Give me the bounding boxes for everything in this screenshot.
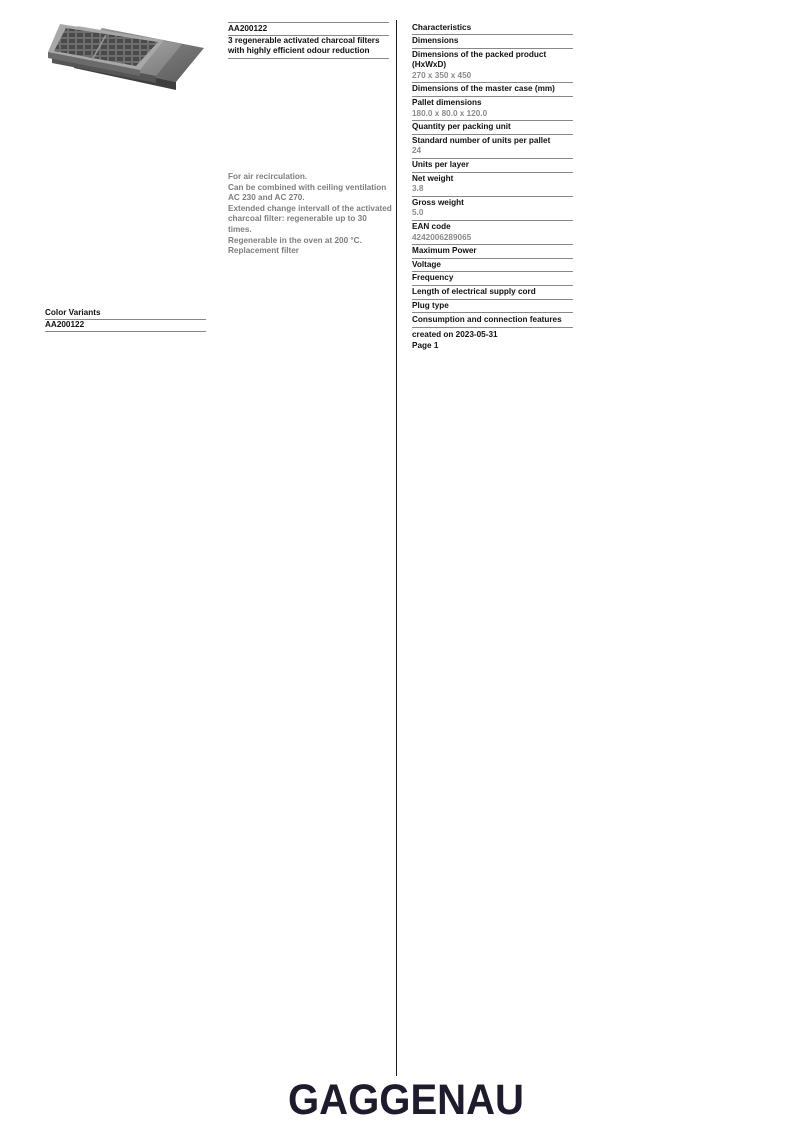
- product-title: 3 regenerable activated charcoal filters with highly efficient odour reduction: [228, 36, 389, 59]
- created-date: created on 2023-05-31: [412, 330, 498, 339]
- description-line: Extended change intervall of the activated charcoal filter: regenerable up to 30 times.: [228, 203, 392, 234]
- spec-row-master-case: Dimensions of the master case (mm): [412, 83, 573, 97]
- page-number: Page 1: [412, 340, 439, 350]
- product-header: [228, 22, 389, 59]
- characteristics-table: [412, 22, 573, 313]
- spec-row-frequency: Frequency: [412, 272, 573, 286]
- spec-row-dimensions: Dimensions: [412, 35, 573, 49]
- description-line: For air recirculation.: [228, 172, 308, 181]
- spec-row-packed-dimensions: Dimensions of the packed product (HxWxD) 270 x 350 x 450: [412, 49, 573, 84]
- column-divider: [396, 20, 397, 1076]
- description-line: Replacement filter: [228, 246, 299, 256]
- spec-row-units-per-pallet: Standard number of units per pallet 24: [412, 135, 573, 159]
- spec-row-units-per-layer: Units per layer: [412, 159, 573, 173]
- consumption-section: [412, 315, 573, 328]
- brand-logo-mark: [287, 1078, 525, 1120]
- spec-row-maximum-power: Maximum Power: [412, 245, 573, 259]
- gaggenau-logo: [287, 1078, 525, 1120]
- description-line: Can be combined with ceiling ventilation AC 230 and AC 270.: [228, 182, 387, 203]
- spec-row-pallet-dimensions: Pallet dimensions 180.0 x 80.0 x 120.0: [412, 97, 573, 121]
- description-line: Regenerable in the oven at 200 °C.: [228, 235, 362, 245]
- color-variant-item: AA200122: [45, 320, 206, 332]
- logo-wordmark: GAGGENAU: [288, 1078, 524, 1120]
- product-image: [44, 20, 206, 98]
- product-code: AA200122: [228, 22, 389, 36]
- spec-row-net-weight: Net weight 3.8: [412, 173, 573, 197]
- consumption-heading: Consumption and connection features: [412, 315, 573, 328]
- spec-row-voltage: Voltage: [412, 259, 573, 273]
- product-description: [228, 172, 392, 257]
- color-variants-heading: Color Variants: [45, 308, 206, 320]
- spec-row-quantity-per-unit: Quantity per packing unit: [412, 121, 573, 135]
- characteristics-heading: Characteristics: [412, 22, 573, 35]
- spec-row-plug-type: Plug type: [412, 300, 573, 314]
- color-variants-section: [45, 308, 206, 332]
- document-meta: [400, 330, 570, 351]
- spec-row-gross-weight: Gross weight 5.0: [412, 197, 573, 221]
- spec-row-ean-code: EAN code 4242006289065: [412, 221, 573, 245]
- spec-row-cord-length: Length of electrical supply cord: [412, 286, 573, 300]
- charcoal-filter-illustration: [44, 20, 206, 98]
